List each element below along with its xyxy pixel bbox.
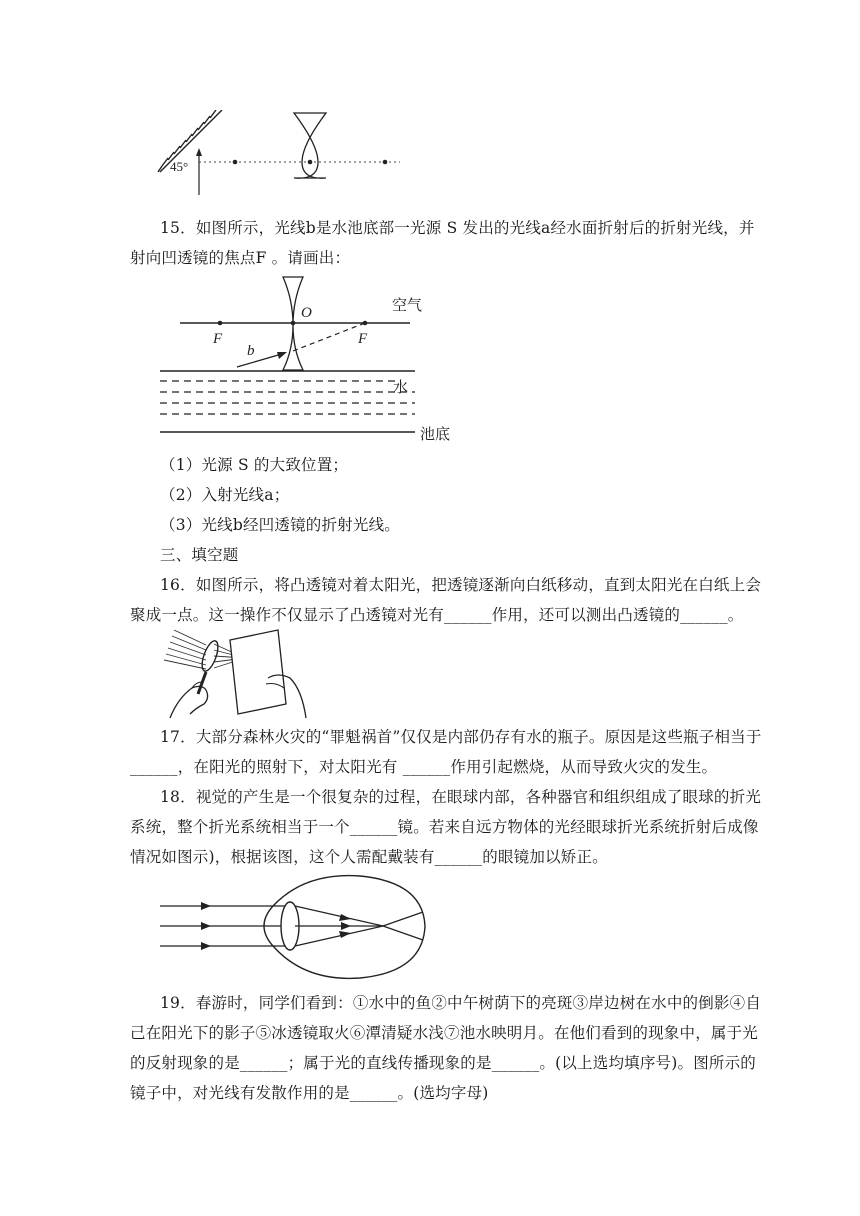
dashed-extension	[293, 323, 365, 351]
label-water: 水	[393, 378, 409, 396]
figure-eye-refraction	[155, 868, 440, 986]
arrow-icon	[277, 352, 287, 359]
label-F-right: F	[358, 331, 368, 347]
focus-point-right	[383, 160, 388, 165]
arrow-right-icon	[201, 902, 211, 910]
left-hand	[170, 686, 208, 718]
arrow-icon	[339, 914, 351, 921]
question-19-line-2: 己在阳光下的影子⑤冰透镜取火⑥潭清疑水浅⑦池水映明月。在他们看到的现象中，属于光	[130, 1024, 759, 1042]
question-19-line-4: 镜子中，对光线有发散作用的是______。(选均字母)	[130, 1084, 489, 1102]
question-19-line-1: 19．春游时，同学们看到：①水中的鱼②中午树荫下的亮斑③岸边树在水中的倒影④自	[160, 994, 762, 1012]
center-point	[308, 160, 313, 165]
question-16-line-2: 聚成一点。这一操作不仅显示了凸透镜对光有______作用，还可以测出凸透镜的______。	[130, 606, 744, 624]
refracted-rays	[295, 906, 423, 946]
focus-point-left	[218, 321, 223, 326]
label-O: O	[301, 305, 312, 321]
concave-lens	[294, 113, 326, 178]
figure-lens-sunlight-paper	[160, 628, 320, 720]
question-16-line-1: 16．如图所示，将凸透镜对着太阳光，把透镜逐渐向白纸移动，直到太阳光在白纸上会	[160, 576, 762, 594]
question-15-item-3: （3）光线b经凹透镜的折射光线。	[160, 516, 400, 534]
label-b: b	[247, 343, 255, 359]
question-15-item-2: （2）入射光线a；	[160, 486, 290, 504]
lens-handle	[198, 672, 206, 694]
question-15-line-1: 15．如图所示，光线b是水池底部一光源 S 发出的光线a经水面折射后的折射光线，并	[160, 219, 755, 237]
question-18-line-3: 情况如图示)，根据该图，这个人需配戴装有______的眼镜加以矫正。	[130, 848, 608, 866]
label-air: 空气	[392, 296, 423, 314]
ray-b	[237, 353, 285, 367]
question-15-item-1: （1）光源 S 的大致位置；	[160, 456, 349, 474]
focus-point-left	[233, 160, 238, 165]
arrow-right-icon	[201, 922, 211, 930]
label-F-left: F	[213, 331, 223, 347]
question-17-line-1: 17．大部分森林火灾的“罪魁祸首”仅仅是内部仍存有水的瓶子。原因是这些瓶子相当于	[160, 728, 762, 746]
arrow-right-icon	[201, 942, 211, 950]
figure-mirror-concave-lens	[150, 110, 410, 200]
question-17-line-2: ______，在阳光的照射下，对太阳光有 ______作用引起燃烧，从而导致火灾的发生。	[130, 758, 718, 776]
section-title: 三、填空题	[160, 546, 239, 564]
arrow-up-icon	[196, 148, 202, 156]
question-18-line-1: 18．视觉的产生是一个很复杂的过程，在眼球内部，各种器官和组织组成了眼球的折光	[160, 788, 762, 806]
incoming-rays	[160, 906, 290, 946]
angle-label: 45°	[170, 159, 189, 174]
white-paper	[230, 630, 286, 714]
figure-water-concave-lens	[155, 275, 460, 445]
arrow-icon	[339, 931, 351, 938]
question-19-line-3: 的反射现象的是______；属于光的直线传播现象的是______。(以上选均填序号)。图所示的	[130, 1054, 756, 1072]
question-18-line-2: 系统，整个折光系统相当于一个______镜。若来自远方物体的光经眼球折光系统折射后成像	[130, 818, 759, 836]
arrow-icon	[341, 922, 351, 930]
label-bottom: 池底	[420, 425, 451, 443]
optical-center	[291, 321, 296, 326]
question-15-line-2: 射向凹透镜的焦点F 。请画出：	[130, 249, 351, 267]
plane-mirror	[158, 110, 222, 172]
